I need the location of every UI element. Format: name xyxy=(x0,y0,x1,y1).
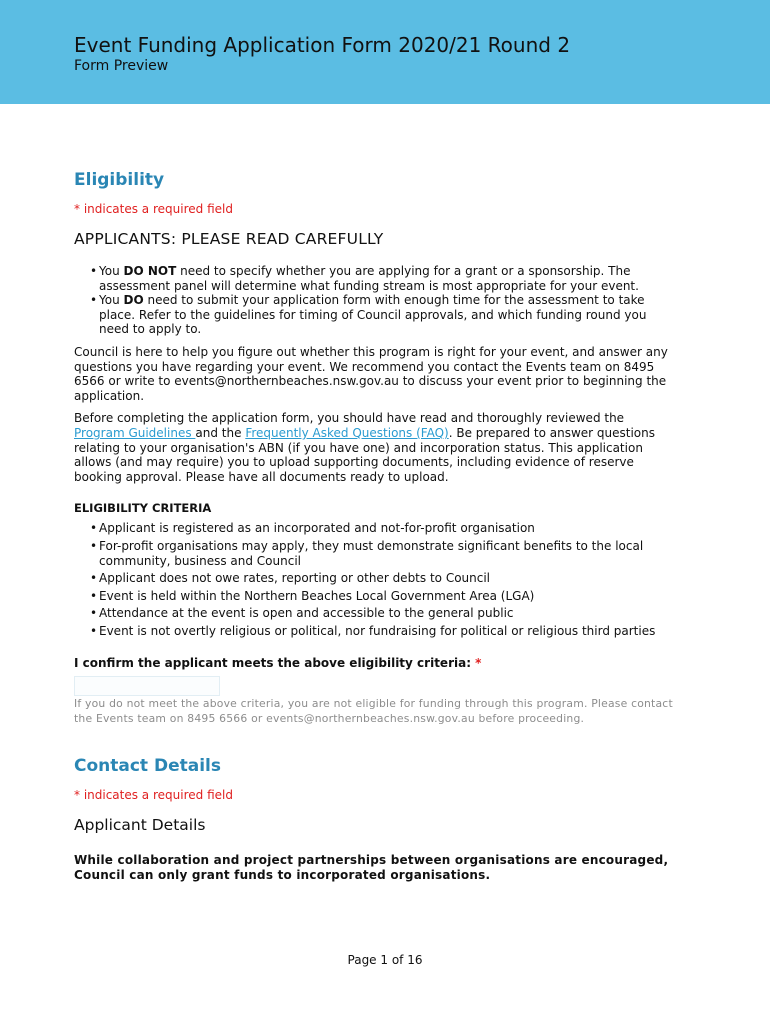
paragraph-text: . Be prepared to answer questions relating to your organisation's ABN (if you have one) and incorporation status. This application allows (and may require) you to upload supporting documents, including evidence of reserve booking approval. Please have all documents ready to upload. xyxy=(74,425,655,484)
required-star: * xyxy=(475,656,482,671)
list-item: • Attendance at the event is open and accessible to the general public xyxy=(90,606,674,621)
list-item: • For-profit organisations may apply, they must demonstrate significant benefits to the local community, business and Council xyxy=(90,539,674,568)
note-text: You xyxy=(99,293,124,308)
incorporated-note: While collaboration and project partnerships between organisations are encouraged, Council can only grant funds to incorporated organisations. xyxy=(74,853,669,882)
note-text: You xyxy=(99,264,124,278)
applicants-heading: APPLICANTS: PLEASE READ CAREFULLY xyxy=(74,230,384,248)
paragraph-text: and the xyxy=(195,425,246,440)
contact-section xyxy=(74,756,674,882)
note-emphasis: DO xyxy=(123,293,144,308)
criteria-title: ELIGIBILITY CRITERIA xyxy=(74,501,212,516)
applicant-notes-list xyxy=(90,264,674,337)
form-content xyxy=(74,170,674,882)
form-title: Event Funding Application Form 2020/21 Round 2 xyxy=(74,33,571,57)
list-item xyxy=(90,293,674,337)
form-subtitle: Form Preview xyxy=(74,58,169,74)
confirm-eligibility-hint: If you do not meet the above criteria, you are not eligible for funding through this program. Please contact the Events team on 8495 6566 or events@northernbeaches.nsw.gov.au before proceeding. xyxy=(74,697,673,725)
contact-section-title: Contact Details xyxy=(74,756,221,777)
contact-required-note: * indicates a required field xyxy=(74,788,233,803)
criteria-list xyxy=(90,521,674,638)
applicant-details-heading: Applicant Details xyxy=(74,816,206,835)
list-item: • Event is not overtly religious or political, nor fundraising for political or religious third parties xyxy=(90,624,674,639)
label-text: I confirm the applicant meets the above eligibility criteria: xyxy=(74,656,476,671)
confirm-eligibility-input[interactable] xyxy=(74,676,220,696)
list-item: • Applicant is registered as an incorporated and not-for-profit organisation xyxy=(90,521,674,536)
help-paragraph: Council is here to help you figure out whether this program is right for your event, and answer any questions you have regarding your event. We recommend you contact the Events team on 8495 6566 or write to events@northernbeaches.nsw.gov.au to discuss your event prior to beginning the application. xyxy=(74,344,668,403)
faq-link[interactable]: Frequently Asked Questions (FAQ) xyxy=(245,425,449,440)
program-guidelines-link[interactable]: Program Guidelines xyxy=(74,425,196,440)
note-emphasis: DO NOT xyxy=(123,264,177,278)
form-header xyxy=(0,0,770,104)
note-text: need to submit your application form with enough time for the assessment to take place. Refer to the guidelines for timing of Council approvals, and which funding round you need to apply to. xyxy=(99,293,647,337)
note-text: need to specify whether you are applying for a grant or a sponsorship. The assessment panel will determine what funding stream is most appropriate for your event. xyxy=(99,264,639,293)
eligibility-section-title: Eligibility xyxy=(74,170,165,190)
paragraph-text: Before completing the application form, you should have read and thoroughly reviewed the xyxy=(74,411,625,426)
eligibility-required-note: * indicates a required field xyxy=(74,202,233,216)
guidelines-paragraph xyxy=(74,411,674,484)
confirm-eligibility-label xyxy=(74,656,674,670)
list-item xyxy=(90,264,674,293)
list-item: • Applicant does not owe rates, reporting or other debts to Council xyxy=(90,571,674,586)
list-item: • Event is held within the Northern Beaches Local Government Area (LGA) xyxy=(90,589,674,604)
page-number: Page 1 of 16 xyxy=(347,953,423,967)
